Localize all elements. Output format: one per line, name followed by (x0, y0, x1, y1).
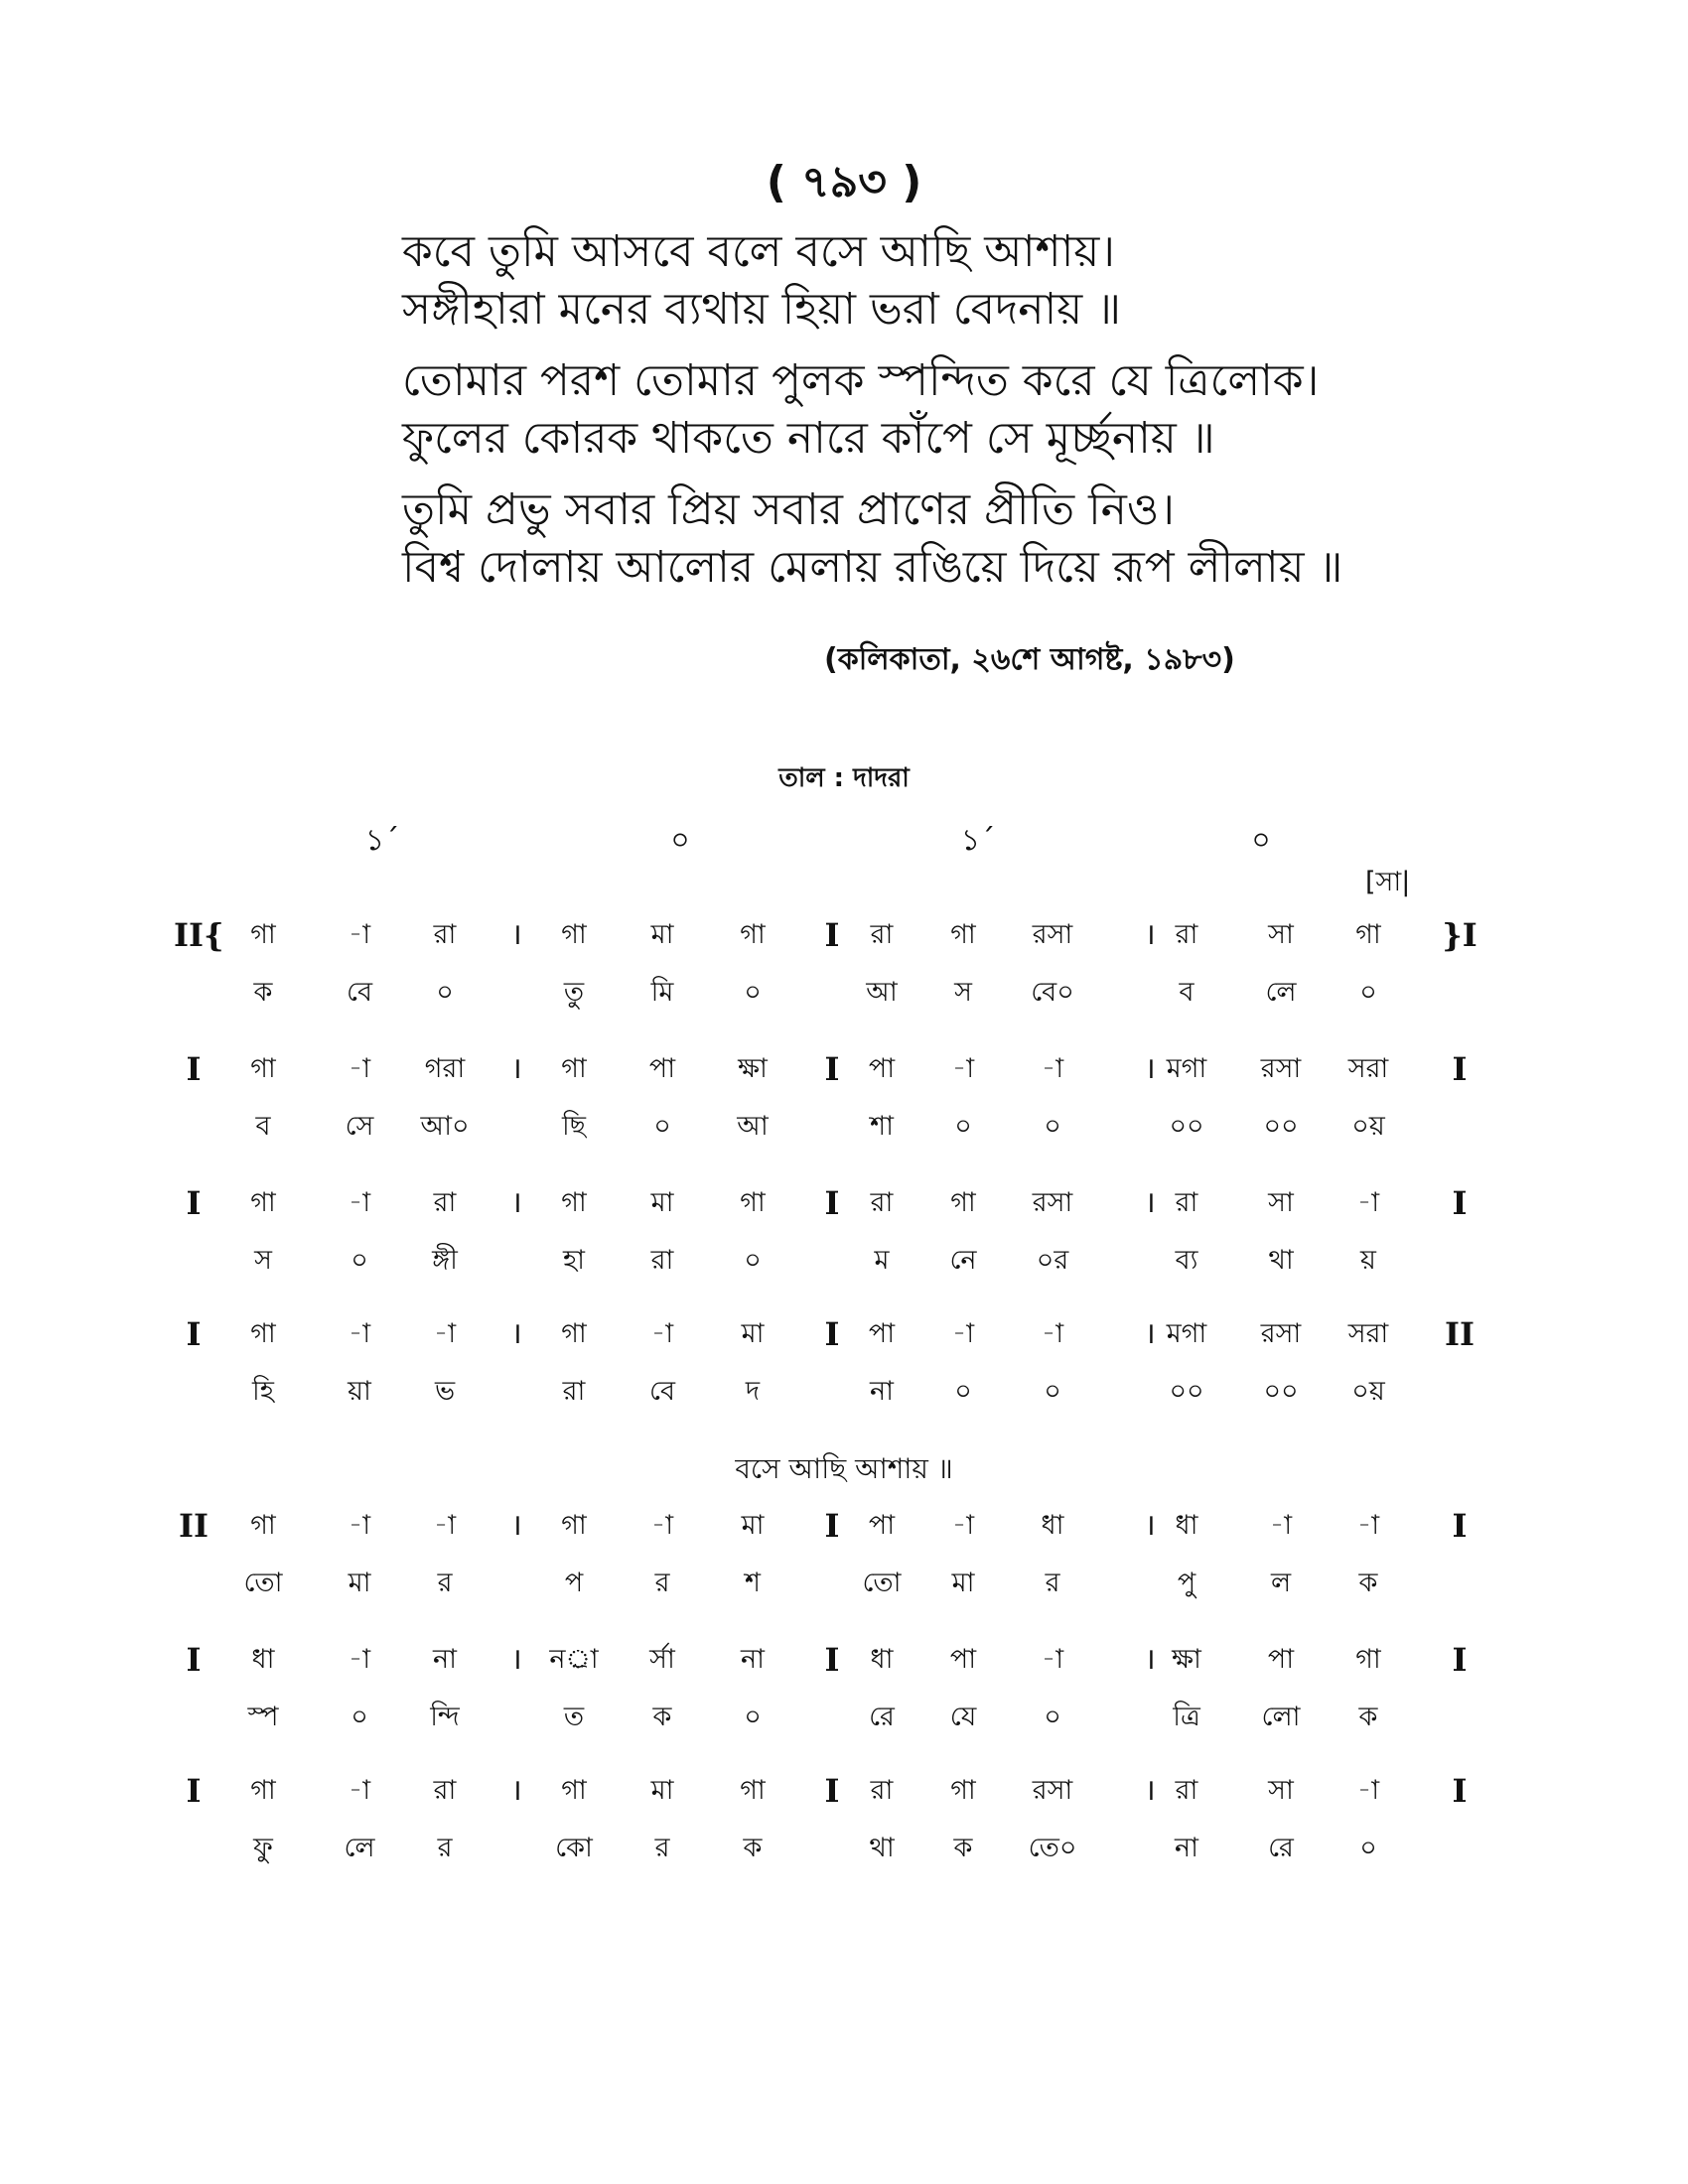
bar-line: । (1144, 1508, 1156, 1543)
bar-line: । (1144, 1051, 1156, 1086)
note-cell: না (433, 1644, 457, 1675)
syllable-cell: ০ (1044, 1111, 1061, 1142)
note-cell: রা (1175, 1775, 1198, 1806)
syllable-cell: মি (650, 977, 674, 1008)
note-cell: -া (348, 1053, 371, 1084)
syllable-cell: ০০ (1169, 1376, 1204, 1407)
bar-line: I (824, 1507, 840, 1545)
start-note: [সা| (1365, 867, 1411, 897)
note-cell: র্সা (649, 1644, 675, 1675)
syllable-cell: ০র (1036, 1245, 1069, 1276)
syllable-cell: র (437, 1568, 453, 1598)
syllable-cell: দ (745, 1376, 761, 1407)
note-cell: -া (1356, 1775, 1380, 1806)
note-cell: গা (561, 1510, 587, 1541)
note-cell: মা (650, 1187, 674, 1218)
syllable-cell: ব্য (1175, 1245, 1198, 1276)
syllable-cell: রা (650, 1245, 674, 1276)
note-cell: মগা (1166, 1053, 1207, 1084)
syllable-cell: ল (1270, 1568, 1292, 1598)
syllable-cell: ভ (434, 1376, 456, 1407)
syllable-cell: ম (874, 1245, 890, 1276)
note-cell: রসা (1260, 1053, 1302, 1084)
syllable-cell: র (654, 1833, 670, 1863)
lyric-line: তুমি প্রভু সবার প্রিয় সবার প্রাণের প্রীতি নিও। (402, 484, 1176, 535)
syllable-cell: হা (562, 1245, 585, 1276)
syllable-cell: বে (649, 1376, 675, 1407)
syllable-cell: নে (949, 1245, 977, 1276)
note-cell: গা (250, 1187, 276, 1218)
note-cell: গা (950, 919, 976, 950)
bar-line: । (510, 1185, 522, 1220)
note-cell: গা (561, 1053, 587, 1084)
syllable-cell: ০য় (1351, 1376, 1385, 1407)
syllable-cell: থা (1268, 1245, 1294, 1276)
note-cell: গা (561, 1775, 587, 1806)
note-cell: -া (1041, 1644, 1064, 1675)
note-cell: -া (348, 919, 371, 950)
note-cell: -া (951, 1318, 975, 1349)
note-cell: ধা (870, 1644, 894, 1675)
syllable-cell: রে (869, 1702, 895, 1732)
bar-line: । (1144, 1773, 1156, 1808)
note-cell: গা (250, 1775, 276, 1806)
note-cell: গা (561, 1318, 587, 1349)
bar-line: I (824, 1641, 840, 1679)
syllable-cell: ক (253, 977, 273, 1008)
note-cell: -া (1356, 1510, 1380, 1541)
stanza (402, 352, 1395, 468)
note-cell: -া (1041, 1053, 1064, 1084)
syllable-cell: ত (563, 1702, 585, 1732)
note-cell: গা (561, 1187, 587, 1218)
syllable-cell: ০ (653, 1111, 671, 1142)
syllable-cell: আ (866, 977, 898, 1008)
note-cell: সরা (1347, 1053, 1389, 1084)
syllable-cell: ক (1358, 1702, 1378, 1732)
syllable-cell: বে০ (1031, 977, 1074, 1008)
syllable-cell: ক (743, 1833, 763, 1863)
syllable-cell: ফু (253, 1833, 273, 1863)
note-cell: রা (433, 919, 457, 950)
note-cell: রা (433, 1187, 457, 1218)
syllable-cell: ০০ (1263, 1376, 1299, 1407)
syllable-cell: ব (255, 1111, 271, 1142)
note-cell: ক্ষা (1172, 1644, 1201, 1675)
syllable-cell: শা (870, 1111, 894, 1142)
note-cell: রা (1175, 1187, 1198, 1218)
syllable-cell: প (564, 1568, 584, 1598)
note-cell: নর্া (549, 1644, 599, 1675)
note-cell: সা (1268, 1775, 1294, 1806)
syllable-cell: ০ (351, 1245, 368, 1276)
syllable-cell: ০০ (1263, 1111, 1299, 1142)
bar-line: I (824, 916, 840, 954)
syllable-cell: ঙ্গী (432, 1245, 458, 1276)
note-cell: -া (951, 1053, 975, 1084)
syllable-cell: ০ (1359, 1833, 1377, 1863)
note-cell: -া (1269, 1510, 1293, 1541)
syllable-cell: পু (1177, 1568, 1196, 1598)
tala-label: তাল : দাদরা (778, 763, 910, 793)
note-cell: পা (648, 1053, 676, 1084)
note-cell: রসা (1032, 1187, 1073, 1218)
syllable-cell: বে (347, 977, 372, 1008)
bar-line-close: I (1452, 1772, 1468, 1810)
lyric-line: সঙ্গীহারা মনের ব্যথায় হিয়া ভরা বেদনায় ॥ (402, 284, 1122, 335)
note-cell: গা (740, 1187, 766, 1218)
bar-line: । (510, 1642, 522, 1677)
page-number: ( ৭৯৩ ) (766, 157, 922, 207)
syllable-cell: তো (243, 1568, 283, 1598)
stanza (402, 481, 1395, 597)
syllable-cell: র (654, 1568, 670, 1598)
note-cell: পা (868, 1053, 896, 1084)
syllable-cell: ০ (744, 977, 762, 1008)
note-cell: গা (950, 1775, 976, 1806)
bar-line: । (510, 1051, 522, 1086)
bar-line-open: I (186, 1184, 202, 1222)
note-cell: -া (348, 1318, 371, 1349)
bar-line-open: I (186, 1315, 202, 1353)
beat-mark: ১´ (364, 823, 400, 858)
note-cell: পা (868, 1510, 896, 1541)
beat-mark: ০ (670, 823, 690, 858)
syllable-cell: লে (1265, 977, 1297, 1008)
syllable-cell: না (870, 1376, 894, 1407)
syllable-cell: ০ (1359, 977, 1377, 1008)
syllable-cell: ত্রি (1173, 1702, 1200, 1732)
note-cell: রা (1175, 919, 1198, 950)
syllable-cell: সে (345, 1111, 374, 1142)
bar-line-close: I (1452, 1050, 1468, 1088)
note-cell: রা (870, 919, 894, 950)
note-cell: -া (348, 1510, 371, 1541)
note-cell: গরা (424, 1053, 466, 1084)
note-cell: গা (740, 919, 766, 950)
syllable-cell: ০ (1044, 1376, 1061, 1407)
syllable-cell: মা (951, 1568, 975, 1598)
syllable-cell: ০ (744, 1245, 762, 1276)
syllable-cell: রা (562, 1376, 586, 1407)
lyric-line: তোমার পরশ তোমার পুলক স্পন্দিত করে যে ত্রিলোক। (402, 355, 1320, 406)
bar-line-close: I (1452, 1184, 1468, 1222)
syllable-cell: ক (652, 1702, 672, 1732)
syllable-cell: তে০ (1028, 1833, 1077, 1863)
note-cell: পা (1267, 1644, 1295, 1675)
syllable-cell: তু (563, 977, 585, 1008)
syllable-cell: মা (348, 1568, 371, 1598)
bar-line-open: II (179, 1507, 209, 1545)
note-cell: -া (433, 1510, 457, 1541)
syllable-cell: ন্দি (430, 1702, 460, 1732)
syllable-cell: থা (869, 1833, 895, 1863)
syllable-cell: স (954, 977, 972, 1008)
syllable-cell: তো (862, 1568, 902, 1598)
note-cell: -া (1356, 1187, 1380, 1218)
syllable-cell: ০ (351, 1702, 368, 1732)
bar-line: । (510, 1773, 522, 1808)
note-cell: মগা (1166, 1318, 1207, 1349)
bar-line: I (824, 1772, 840, 1810)
note-cell: -া (1041, 1318, 1064, 1349)
bar-line-open: I (186, 1772, 202, 1810)
note-cell: -া (348, 1775, 371, 1806)
note-cell: গা (1355, 919, 1381, 950)
beat-mark: ১´ (960, 823, 996, 858)
bar-line-open: I (186, 1641, 202, 1679)
syllable-cell: ক (953, 1833, 973, 1863)
syllable-cell: কো (555, 1833, 593, 1863)
note-cell: ক্ষা (738, 1053, 768, 1084)
bar-line: I (824, 1050, 840, 1088)
syllable-cell: ০ (744, 1702, 762, 1732)
syllable-cell: স (254, 1245, 272, 1276)
syllable-cell: না (1175, 1833, 1198, 1863)
syllable-cell: লে (344, 1833, 375, 1863)
note-cell: -া (433, 1318, 457, 1349)
syllable-cell: লো (1261, 1702, 1301, 1732)
lyrics (402, 223, 1395, 611)
syllable-cell: আ (737, 1111, 769, 1142)
note-cell: পা (868, 1318, 896, 1349)
syllable-cell: স্প (247, 1702, 279, 1732)
syllable-cell: হি (252, 1376, 274, 1407)
lyric-line: বিশ্ব দোলায় আলোর মেলায় রঙিয়ে দিয়ে রূপ লীলায় ॥ (402, 542, 1343, 593)
note-cell: রসা (1260, 1318, 1302, 1349)
note-cell: সরা (1347, 1318, 1389, 1349)
bar-line-close: II (1445, 1315, 1475, 1353)
note-cell: রা (870, 1187, 894, 1218)
bar-line: । (1144, 1642, 1156, 1677)
syllable-cell: র (437, 1833, 453, 1863)
bar-line: । (510, 917, 522, 952)
note-cell: ধা (1041, 1510, 1064, 1541)
note-cell: গা (1355, 1644, 1381, 1675)
note-cell: মা (650, 1775, 674, 1806)
bar-line: । (510, 1316, 522, 1351)
note-cell: গা (250, 1053, 276, 1084)
syllable-cell: ০ (954, 1111, 972, 1142)
note-cell: গা (250, 1318, 276, 1349)
syllable-cell: ০য় (1351, 1111, 1385, 1142)
bar-line: । (1144, 1185, 1156, 1220)
note-cell: ধা (1175, 1510, 1198, 1541)
bar-line: । (510, 1508, 522, 1543)
bar-line: । (1144, 1316, 1156, 1351)
syllable-cell: রে (1268, 1833, 1294, 1863)
syllable-cell: ব (1179, 977, 1195, 1008)
bar-line-open: I (186, 1050, 202, 1088)
lyric-line: ফুলের কোরক থাকতে নারে কাঁপে সে মূর্চ্ছনায় ॥ (402, 413, 1215, 464)
note-cell: মা (741, 1318, 765, 1349)
syllable-cell: য়া (348, 1376, 371, 1407)
bar-line-close: }I (1442, 916, 1477, 954)
syllable-cell: শ (745, 1568, 761, 1598)
syllable-cell: ০ (436, 977, 454, 1008)
note-cell: রা (870, 1775, 894, 1806)
note-cell: সা (1268, 919, 1294, 950)
bar-line: I (824, 1184, 840, 1222)
note-cell: -া (650, 1510, 674, 1541)
note-cell: রসা (1032, 1775, 1073, 1806)
note-cell: -া (348, 1644, 371, 1675)
note-cell: -া (348, 1187, 371, 1218)
note-cell: না (741, 1644, 765, 1675)
syllable-cell: ০ (954, 1376, 972, 1407)
refrain-note: বসে আছি আশায় ॥ (735, 1452, 953, 1485)
place-date: (কলিকাতা, ২৬শে আগষ্ট, ১৯৮৩) (824, 642, 1235, 677)
syllable-cell: ০০ (1169, 1111, 1204, 1142)
note-cell: গা (950, 1187, 976, 1218)
syllable-cell: যে (949, 1702, 977, 1732)
note-cell: -া (951, 1510, 975, 1541)
bar-line: I (824, 1315, 840, 1353)
note-cell: মা (650, 919, 674, 950)
note-cell: ধা (251, 1644, 275, 1675)
syllable-cell: র (1045, 1568, 1060, 1598)
note-cell: গা (561, 919, 587, 950)
syllable-cell: ০ (1044, 1702, 1061, 1732)
syllable-cell: আ০ (420, 1111, 470, 1142)
note-cell: গা (250, 1510, 276, 1541)
beat-mark: ০ (1251, 823, 1271, 858)
syllable-cell: ছি (561, 1111, 587, 1142)
syllable-cell: ক (1358, 1568, 1378, 1598)
bar-line-close: I (1452, 1641, 1468, 1679)
syllable-cell: য় (1360, 1245, 1376, 1276)
bar-line-close: I (1452, 1507, 1468, 1545)
bar-line-open: II{ (174, 916, 224, 954)
note-cell: গা (740, 1775, 766, 1806)
note-cell: -া (650, 1318, 674, 1349)
lyric-line: কবে তুমি আসবে বলে বসে আছি আশায়। (402, 226, 1115, 277)
note-cell: গা (250, 919, 276, 950)
note-cell: মা (741, 1510, 765, 1541)
note-cell: রা (433, 1775, 457, 1806)
note-cell: সা (1268, 1187, 1294, 1218)
bar-line: । (1144, 917, 1156, 952)
stanza (402, 223, 1395, 339)
note-cell: পা (949, 1644, 977, 1675)
note-cell: রসা (1032, 919, 1073, 950)
